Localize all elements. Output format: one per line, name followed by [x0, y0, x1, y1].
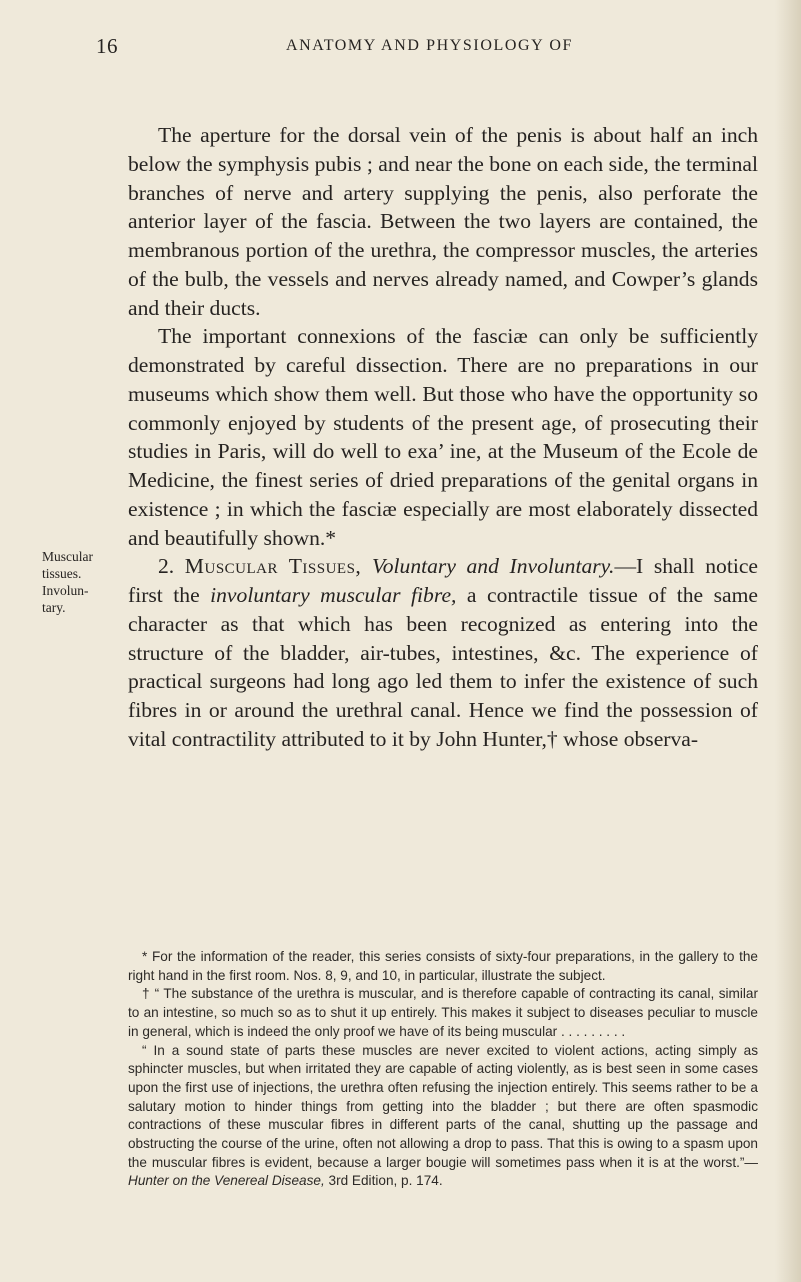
- footnote-citation-edition: 3rd Edition, p. 174.: [324, 1173, 443, 1189]
- running-head: ANATOMY AND PHYSIOLOGY OF: [286, 37, 573, 54]
- paragraph-muscular-tissues: [128, 552, 758, 753]
- footnote-quote: “ In a sound state of parts these muscles are never excited to violent actions, acting simply as sphincter muscles, but when irritated they are capable of acting violently, as is best seen in some cases upon the first use of injections, the urethra often refusing the injection entirely. This seems rather to be a salutary motion to hinder things from getting into the bladder ; but there are often spasmodic contractions of these muscular fibres in different parts of the canal, shutting up the passage and obstructing the course of the urine, often not allowing a drop to pass. That this is owing to a spasm upon the muscular fibres is evident, because a larger bougie will sometimes pass when it is at the worst.”—: [128, 1042, 758, 1170]
- footnote-dagger: † “ The substance of the urethra is muscular, and is therefore capable of contracting its canal, similar to an intestine, so much so as to shut it up entirely. This makes it subject to diseases peculiar to muscle in general, which is indeed the only proof we have of its being muscular . . . . . . . . .: [128, 986, 758, 1039]
- main-text: [128, 121, 758, 754]
- paragraph-text: —I shall notice first the: [128, 554, 758, 607]
- margin-note: [42, 548, 122, 616]
- footnote-asterisk: * For the information of the reader, this series consists of sixty-four preparations, in the gallery to the right hand in the first room. Nos. 8, 9, and 10, in particular, illustrate the subject.: [128, 949, 758, 983]
- paragraph-fascia-connexions: The important connexions of the fasciæ can only be sufficiently demonstrated by careful dissection. There are no preparations in our museums which show them well. But those who have the opportunity so commonly enjoyed by students of the present age, of prosecuting their studies in Paris, will do well to exa’ ine, at the Museum of the Ecole de Medicine, the finest series of dried preparations of the genital organs in existence ; in which the fasciæ especially are most elaborately dissected and beautifully shown.*: [128, 324, 758, 550]
- page-header: [96, 34, 756, 64]
- section-heading: Muscular Tissues,: [184, 554, 362, 579]
- section-heading-italic: Voluntary and Involuntary.: [371, 554, 615, 579]
- paragraph-text: a contractile tissue of the same character as that which has been recognized as entering into the structure of the bladder, air-tubes, intestines, &c. The experience of practical surgeons had long ago led them to infer the existence of such fibres in or around the urethral canal. Hence we find the possession of vital contractility attributed to it by John Hunter,† whose observa-: [128, 583, 758, 751]
- footnote-citation-title: Hunter on the Venereal Disease,: [128, 1173, 325, 1189]
- margin-note-line: tissues.: [42, 566, 82, 581]
- page-number: 16: [96, 34, 118, 58]
- margin-note-line: Muscular: [42, 549, 93, 564]
- footnotes: [128, 948, 758, 1191]
- margin-note-line: tary.: [42, 600, 66, 615]
- page-edge-shadow: [775, 0, 801, 1282]
- paragraph-emphasis: involuntary muscular fibre,: [210, 583, 457, 607]
- margin-note-line: Involun-: [42, 583, 89, 598]
- footnote-dagger-continued: [128, 1042, 758, 1192]
- paragraph-fascia-aperture: The aperture for the dorsal vein of the penis is about half an inch below the symphysis pubis ; and near the bone on each side, the terminal branches of nerve and artery supplying the penis, also perforate the anterior layer of the fascia. Between the two layers are contained, the membranous portion of the urethra, the compressor muscles, the arteries of the bulb, the vessels and nerves already named, and Cowper’s glands and their ducts.: [128, 123, 758, 320]
- section-number: 2.: [158, 554, 185, 579]
